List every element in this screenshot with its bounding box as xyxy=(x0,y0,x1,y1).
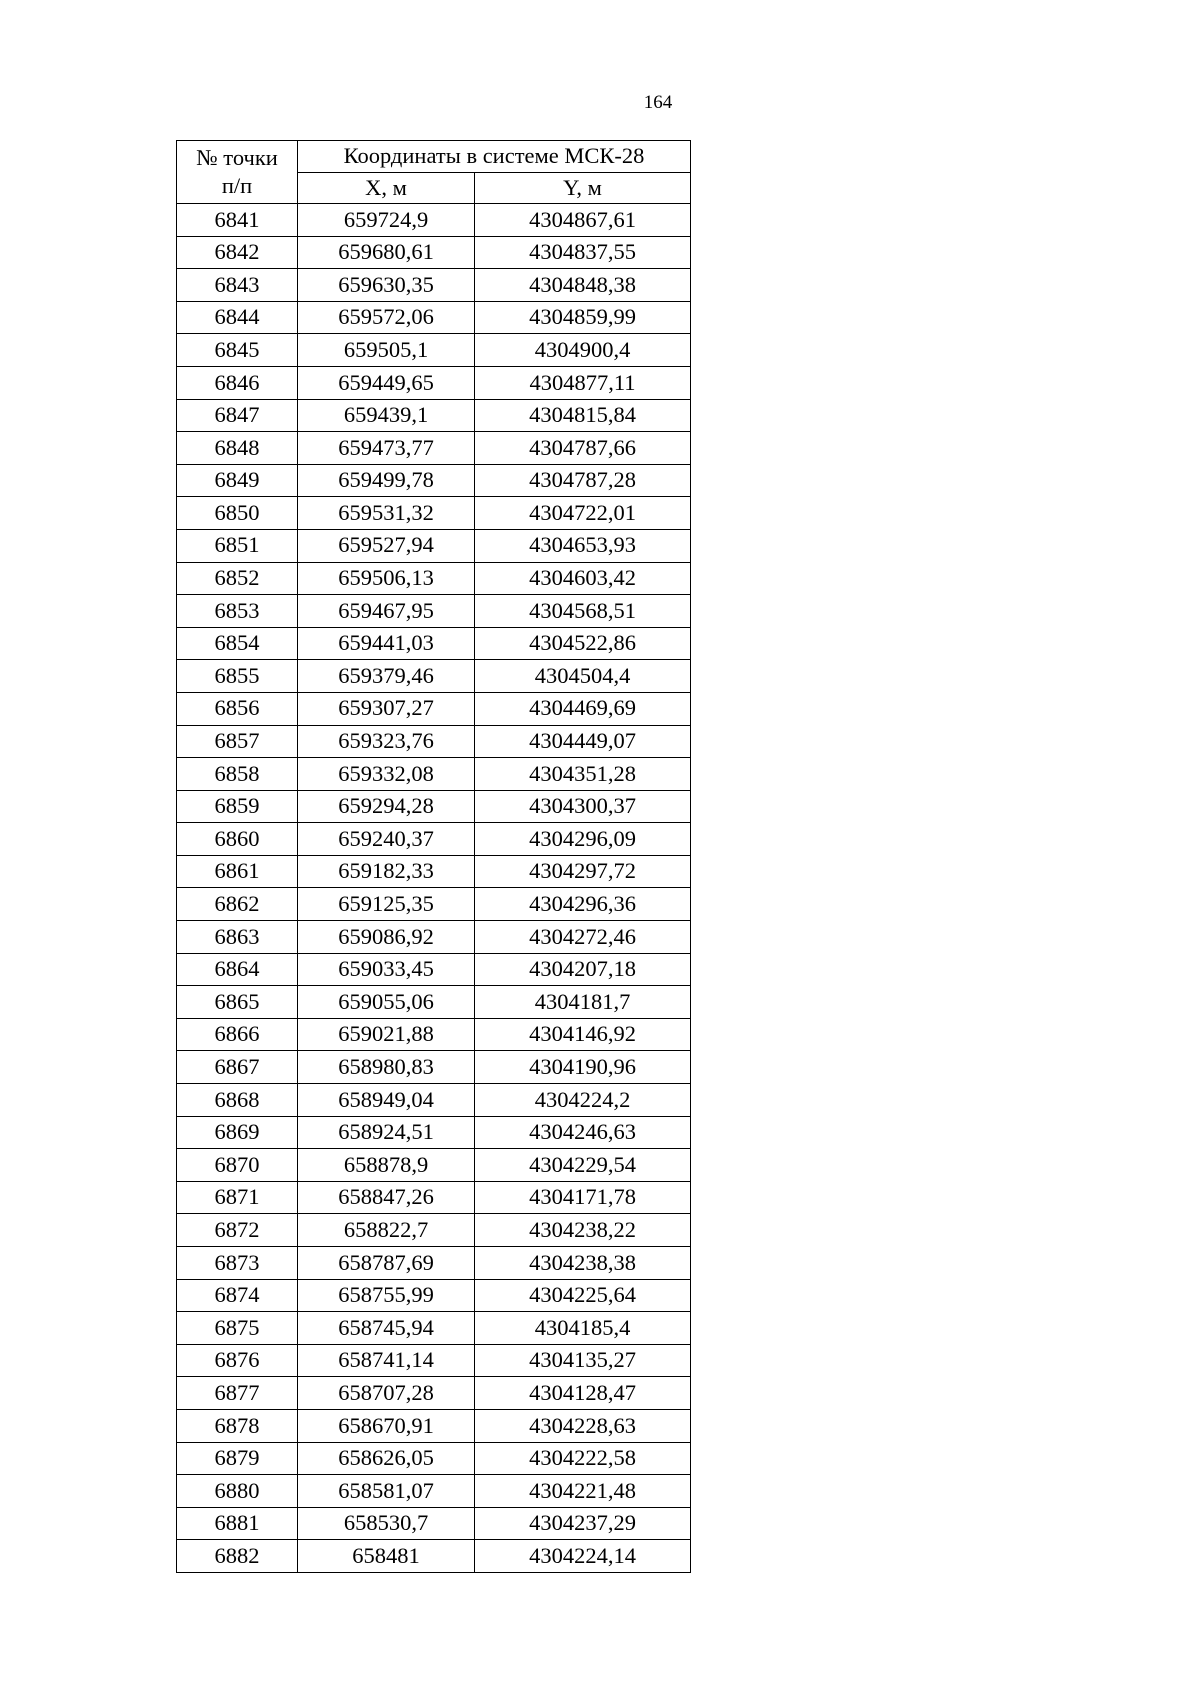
table-row xyxy=(177,953,691,986)
point-number-cell: 6876 xyxy=(177,1344,298,1377)
point-number-cell: 6866 xyxy=(177,1018,298,1051)
point-number-cell: 6850 xyxy=(177,497,298,530)
table-row xyxy=(177,1084,691,1117)
table-row xyxy=(177,1214,691,1247)
table-row xyxy=(177,823,691,856)
x-coordinate-cell: 658878,9 xyxy=(298,1149,475,1182)
x-coordinate-cell: 658581,07 xyxy=(298,1475,475,1508)
table-row xyxy=(177,432,691,465)
table-row xyxy=(177,725,691,758)
y-coordinate-cell: 4304237,29 xyxy=(475,1507,691,1540)
point-number-cell: 6852 xyxy=(177,562,298,595)
table-row xyxy=(177,595,691,628)
table-row xyxy=(177,334,691,367)
y-coordinate-cell: 4304297,72 xyxy=(475,855,691,888)
point-number-cell: 6854 xyxy=(177,627,298,660)
point-number-cell: 6857 xyxy=(177,725,298,758)
table-row xyxy=(177,1247,691,1280)
y-coordinate-cell: 4304171,78 xyxy=(475,1181,691,1214)
point-number-cell: 6861 xyxy=(177,855,298,888)
x-coordinate-cell: 658980,83 xyxy=(298,1051,475,1084)
y-coordinate-cell: 4304135,27 xyxy=(475,1344,691,1377)
y-coordinate-cell: 4304449,07 xyxy=(475,725,691,758)
x-coordinate-cell: 658924,51 xyxy=(298,1116,475,1149)
x-coordinate-cell: 659125,35 xyxy=(298,888,475,921)
y-coordinate-cell: 4304238,38 xyxy=(475,1247,691,1280)
y-coordinate-cell: 4304867,61 xyxy=(475,204,691,237)
y-coordinate-cell: 4304722,01 xyxy=(475,497,691,530)
table-row xyxy=(177,1475,691,1508)
x-coordinate-cell: 658847,26 xyxy=(298,1181,475,1214)
point-number-cell: 6853 xyxy=(177,595,298,628)
table-row xyxy=(177,692,691,725)
y-column-header: Y, м xyxy=(475,173,691,204)
x-coordinate-cell: 659055,06 xyxy=(298,986,475,1019)
y-coordinate-cell: 4304207,18 xyxy=(475,953,691,986)
point-number-cell: 6847 xyxy=(177,399,298,432)
table-row xyxy=(177,301,691,334)
table-row xyxy=(177,1540,691,1573)
table-row xyxy=(177,269,691,302)
y-coordinate-cell: 4304504,4 xyxy=(475,660,691,693)
y-coordinate-cell: 4304224,2 xyxy=(475,1084,691,1117)
y-coordinate-cell: 4304603,42 xyxy=(475,562,691,595)
x-coordinate-cell: 659379,46 xyxy=(298,660,475,693)
y-coordinate-cell: 4304190,96 xyxy=(475,1051,691,1084)
point-number-header xyxy=(177,141,298,204)
point-number-cell: 6844 xyxy=(177,301,298,334)
x-coordinate-cell: 659240,37 xyxy=(298,823,475,856)
y-coordinate-cell: 4304300,37 xyxy=(475,790,691,823)
point-number-cell: 6879 xyxy=(177,1442,298,1475)
point-number-cell: 6865 xyxy=(177,986,298,1019)
y-coordinate-cell: 4304568,51 xyxy=(475,595,691,628)
point-number-cell: 6870 xyxy=(177,1149,298,1182)
point-number-cell: 6882 xyxy=(177,1540,298,1573)
y-coordinate-cell: 4304222,58 xyxy=(475,1442,691,1475)
y-coordinate-cell: 4304900,4 xyxy=(475,334,691,367)
x-column-header: X, м xyxy=(298,173,475,204)
x-coordinate-cell: 659499,78 xyxy=(298,464,475,497)
table-row xyxy=(177,1507,691,1540)
point-number-cell: 6871 xyxy=(177,1181,298,1214)
y-coordinate-cell: 4304469,69 xyxy=(475,692,691,725)
point-number-cell: 6841 xyxy=(177,204,298,237)
y-coordinate-cell: 4304229,54 xyxy=(475,1149,691,1182)
y-coordinate-cell: 4304877,11 xyxy=(475,366,691,399)
point-number-cell: 6873 xyxy=(177,1247,298,1280)
y-coordinate-cell: 4304128,47 xyxy=(475,1377,691,1410)
table-row xyxy=(177,758,691,791)
y-coordinate-cell: 4304815,84 xyxy=(475,399,691,432)
table-row xyxy=(177,399,691,432)
y-coordinate-cell: 4304228,63 xyxy=(475,1409,691,1442)
point-number-cell: 6849 xyxy=(177,464,298,497)
x-coordinate-cell: 659086,92 xyxy=(298,921,475,954)
y-coordinate-cell: 4304653,93 xyxy=(475,529,691,562)
x-coordinate-cell: 658626,05 xyxy=(298,1442,475,1475)
point-number-cell: 6875 xyxy=(177,1312,298,1345)
x-coordinate-cell: 659449,65 xyxy=(298,366,475,399)
x-coordinate-cell: 658787,69 xyxy=(298,1247,475,1280)
y-coordinate-cell: 4304848,38 xyxy=(475,269,691,302)
x-coordinate-cell: 659033,45 xyxy=(298,953,475,986)
x-coordinate-cell: 658530,7 xyxy=(298,1507,475,1540)
point-number-cell: 6877 xyxy=(177,1377,298,1410)
point-number-cell: 6858 xyxy=(177,758,298,791)
table-row xyxy=(177,464,691,497)
point-number-cell: 6881 xyxy=(177,1507,298,1540)
table-header-row xyxy=(177,141,691,173)
point-number-cell: 6878 xyxy=(177,1409,298,1442)
x-coordinate-cell: 658745,94 xyxy=(298,1312,475,1345)
x-coordinate-cell: 658822,7 xyxy=(298,1214,475,1247)
table-row xyxy=(177,921,691,954)
table-row xyxy=(177,1149,691,1182)
x-coordinate-cell: 659572,06 xyxy=(298,301,475,334)
point-number-cell: 6872 xyxy=(177,1214,298,1247)
x-coordinate-cell: 658755,99 xyxy=(298,1279,475,1312)
y-coordinate-cell: 4304787,66 xyxy=(475,432,691,465)
table-row xyxy=(177,986,691,1019)
x-coordinate-cell: 658949,04 xyxy=(298,1084,475,1117)
point-number-cell: 6845 xyxy=(177,334,298,367)
x-coordinate-cell: 659439,1 xyxy=(298,399,475,432)
x-coordinate-cell: 659527,94 xyxy=(298,529,475,562)
y-coordinate-cell: 4304351,28 xyxy=(475,758,691,791)
table-row xyxy=(177,529,691,562)
x-coordinate-cell: 659323,76 xyxy=(298,725,475,758)
y-coordinate-cell: 4304859,99 xyxy=(475,301,691,334)
point-number-cell: 6862 xyxy=(177,888,298,921)
table-row xyxy=(177,562,691,595)
page-number: 164 xyxy=(643,92,673,113)
y-coordinate-cell: 4304246,63 xyxy=(475,1116,691,1149)
x-coordinate-cell: 659021,88 xyxy=(298,1018,475,1051)
y-coordinate-cell: 4304522,86 xyxy=(475,627,691,660)
y-coordinate-cell: 4304272,46 xyxy=(475,921,691,954)
coordinates-table xyxy=(176,140,691,1573)
point-number-cell: 6848 xyxy=(177,432,298,465)
table-row xyxy=(177,1279,691,1312)
point-number-header-sub: п/п xyxy=(221,173,253,198)
y-coordinate-cell: 4304221,48 xyxy=(475,1475,691,1508)
point-number-cell: 6860 xyxy=(177,823,298,856)
y-coordinate-cell: 4304296,09 xyxy=(475,823,691,856)
x-coordinate-cell: 659182,33 xyxy=(298,855,475,888)
y-coordinate-cell: 4304787,28 xyxy=(475,464,691,497)
point-number-cell: 6880 xyxy=(177,1475,298,1508)
table-row xyxy=(177,1442,691,1475)
x-coordinate-cell: 658481 xyxy=(298,1540,475,1573)
table-body xyxy=(177,204,691,1573)
point-number-cell: 6869 xyxy=(177,1116,298,1149)
table-row xyxy=(177,855,691,888)
x-coordinate-cell: 659332,08 xyxy=(298,758,475,791)
point-number-cell: 6846 xyxy=(177,366,298,399)
x-coordinate-cell: 658741,14 xyxy=(298,1344,475,1377)
point-number-cell: 6859 xyxy=(177,790,298,823)
y-coordinate-cell: 4304185,4 xyxy=(475,1312,691,1345)
point-number-cell: 6856 xyxy=(177,692,298,725)
table-row xyxy=(177,888,691,921)
point-number-header-label: № точки xyxy=(196,144,278,170)
table-row xyxy=(177,236,691,269)
table-row xyxy=(177,1377,691,1410)
table-row xyxy=(177,204,691,237)
table-row xyxy=(177,1018,691,1051)
x-coordinate-cell: 658670,91 xyxy=(298,1409,475,1442)
point-number-cell: 6864 xyxy=(177,953,298,986)
table-row xyxy=(177,1312,691,1345)
y-coordinate-cell: 4304296,36 xyxy=(475,888,691,921)
table-row xyxy=(177,1181,691,1214)
x-coordinate-cell: 659441,03 xyxy=(298,627,475,660)
table-row xyxy=(177,366,691,399)
table-row xyxy=(177,497,691,530)
point-number-cell: 6851 xyxy=(177,529,298,562)
table-row xyxy=(177,627,691,660)
point-number-cell: 6842 xyxy=(177,236,298,269)
table-row xyxy=(177,790,691,823)
y-coordinate-cell: 4304225,64 xyxy=(475,1279,691,1312)
table-row xyxy=(177,1116,691,1149)
x-coordinate-cell: 658707,28 xyxy=(298,1377,475,1410)
x-coordinate-cell: 659630,35 xyxy=(298,269,475,302)
x-coordinate-cell: 659506,13 xyxy=(298,562,475,595)
table-row xyxy=(177,660,691,693)
x-coordinate-cell: 659724,9 xyxy=(298,204,475,237)
x-coordinate-cell: 659467,95 xyxy=(298,595,475,628)
point-number-cell: 6867 xyxy=(177,1051,298,1084)
x-coordinate-cell: 659473,77 xyxy=(298,432,475,465)
point-number-cell: 6855 xyxy=(177,660,298,693)
coordinates-group-header: Координаты в системе МСК-28 xyxy=(298,141,691,173)
y-coordinate-cell: 4304837,55 xyxy=(475,236,691,269)
point-number-cell: 6843 xyxy=(177,269,298,302)
point-number-cell: 6868 xyxy=(177,1084,298,1117)
y-coordinate-cell: 4304224,14 xyxy=(475,1540,691,1573)
y-coordinate-cell: 4304181,7 xyxy=(475,986,691,1019)
y-coordinate-cell: 4304146,92 xyxy=(475,1018,691,1051)
x-coordinate-cell: 659531,32 xyxy=(298,497,475,530)
point-number-cell: 6863 xyxy=(177,921,298,954)
point-number-cell: 6874 xyxy=(177,1279,298,1312)
table-row xyxy=(177,1051,691,1084)
table-row xyxy=(177,1409,691,1442)
table-row xyxy=(177,1344,691,1377)
x-coordinate-cell: 659307,27 xyxy=(298,692,475,725)
x-coordinate-cell: 659680,61 xyxy=(298,236,475,269)
y-coordinate-cell: 4304238,22 xyxy=(475,1214,691,1247)
x-coordinate-cell: 659505,1 xyxy=(298,334,475,367)
x-coordinate-cell: 659294,28 xyxy=(298,790,475,823)
